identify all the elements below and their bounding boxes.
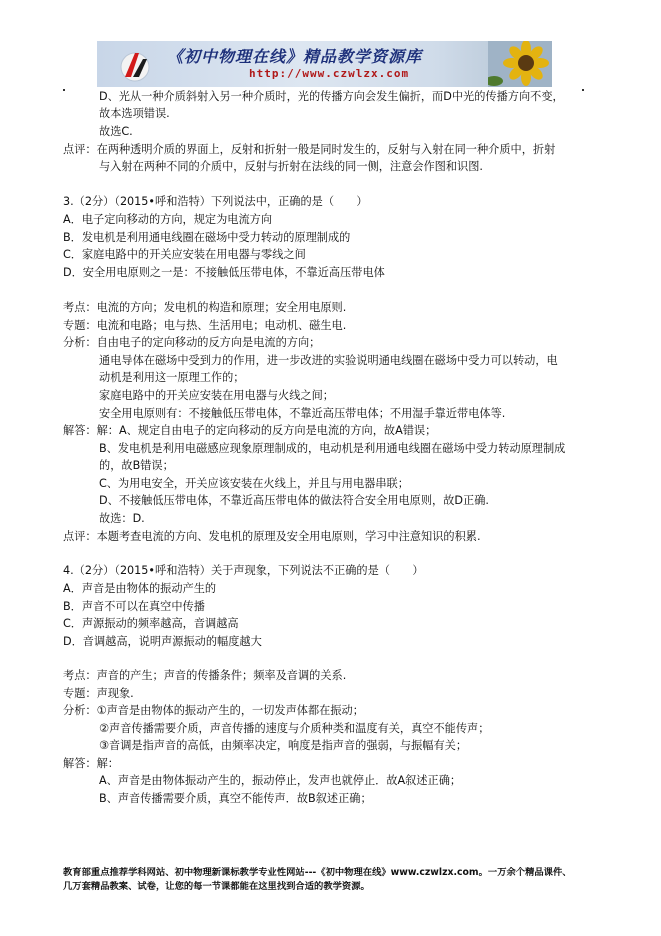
question-4-option-c: C．声源振动的频率越高，音调越高	[63, 617, 239, 630]
analysis-line: ②声音传播需要介质，声音传播的速度与介质种类和温度有关，真空不能传声；	[99, 722, 490, 735]
comment-line: 点评：本题考查电流的方向、发电机的原理及安全用电原则，学习中注意知识的积累.	[63, 530, 481, 543]
banner-title: 《初中物理在线》精品教学资源库	[167, 47, 423, 66]
analysis-line: 分析：自由电子的定向移动的反方向是电流的方向；	[63, 336, 321, 349]
question-3-option-a: A．电子定向移动的方向，规定为电流方向	[63, 213, 273, 226]
topic: 专题：声现象.	[63, 687, 134, 700]
question-4-stem: 4.（2分）（2015•呼和浩特）关于声现象，下列说法不正确的是（ ）	[63, 564, 424, 577]
question-3-stem: 3.（2分）（2015•呼和浩特）下列说法中，正确的是（ ）	[63, 195, 368, 208]
analysis-line: 分析：①声音是由物体的振动产生的，一切发声体都在振动；	[63, 704, 364, 717]
solution-line: 解答：解：A、规定自由电子的定向移动的反方向是电流的方向，故A错误；	[63, 424, 437, 437]
answer-line: D、光从一种介质斜射入另一种介质时，光的传播方向会发生偏折，而D中光的传播方向不变，	[99, 90, 564, 103]
comment-line: 与入射在两种不同的介质中，反射与折射在法线的同一侧，注意会作图和识图.	[99, 160, 483, 173]
solution-line: A、声音是由物体振动产生的，振动停止，发声也就停止．故A叙述正确；	[99, 774, 462, 787]
analysis-line: 通电导体在磁场中受到力的作用，进一步改进的实验说明通电线圈在磁场中受力可以转动，电	[99, 354, 558, 367]
footer-line: 教育部重点推荐学科网站、初中物理新课标教学专业性网站---《初中物理在线》www.czwlzx.com。一万余个精品课件、	[63, 867, 572, 878]
solution-line: D、不接触低压带电体，不靠近高压带电体的做法符合安全用电原则，故D正确.	[99, 494, 489, 507]
question-3-option-b: B．发电机是利用通电线圈在磁场中受力转动的原理制成的	[63, 231, 351, 244]
banner-url[interactable]: http://www.czwlzx.com	[249, 67, 410, 80]
footer-line: 几万套精品教案、试卷，让您的每一节课都能在这里找到合适的教学资源。	[63, 881, 370, 892]
question-4-option-d: D．音调越高，说明声源振动的幅度越大	[63, 635, 262, 648]
margin-mark-right	[582, 89, 584, 91]
question-4-option-a: A．声音是由物体的振动产生的	[63, 582, 217, 595]
sunflower-image	[488, 41, 552, 87]
solution-line: 故选：D.	[99, 512, 145, 525]
solution-line: B、声音传播需要介质，真空不能传声．故B叙述正确；	[99, 792, 372, 805]
topic: 专题：电流和电路；电与热、生活用电；电动机、磁生电.	[63, 319, 347, 332]
knowledge-point: 考点：电流的方向；发电机的构造和原理；安全用电原则.	[63, 301, 347, 314]
question-3-option-c: C．家庭电路中的开关应安装在用电器与零线之间	[63, 248, 306, 261]
question-3-option-d: D．安全用电原则之一是：不接触低压带电体，不靠近高压带电体	[63, 266, 385, 279]
analysis-line: 动机是利用这一原理工作的；	[99, 371, 245, 384]
site-logo	[117, 47, 153, 83]
solution-line: B、发电机是利用电磁感应现象原理制成的，电动机是利用通电线圈在磁场中受力转动原理制成	[99, 442, 566, 455]
margin-mark-left	[63, 89, 65, 91]
analysis-line: 家庭电路中的开关应安装在用电器与火线之间；	[99, 389, 334, 402]
comment-line: 点评：在两种透明介质的界面上，反射和折射一般是同时发生的，反射与入射在同一种介质中，折射	[63, 143, 556, 156]
answer-line: 故选C.	[99, 125, 133, 138]
analysis-line: ③音调是指声音的高低，由频率决定，响度是指声音的强弱，与振幅有关；	[99, 739, 468, 752]
solution-line: C、为用电安全，开关应该安装在火线上，并且与用电器串联；	[99, 477, 409, 490]
solution-line: 的，故B错误；	[99, 459, 174, 472]
answer-line: 故本选项错误.	[99, 107, 170, 120]
knowledge-point: 考点：声音的产生；声音的传播条件；频率及音调的关系.	[63, 669, 347, 682]
analysis-line: 安全用电原则有：不接触低压带电体，不靠近高压带电体；不用湿手靠近带电体等.	[99, 407, 506, 420]
solution-line: 解答：解：	[63, 757, 119, 770]
header-banner	[97, 41, 552, 87]
question-4-option-b: B．声音不可以在真空中传播	[63, 600, 205, 613]
